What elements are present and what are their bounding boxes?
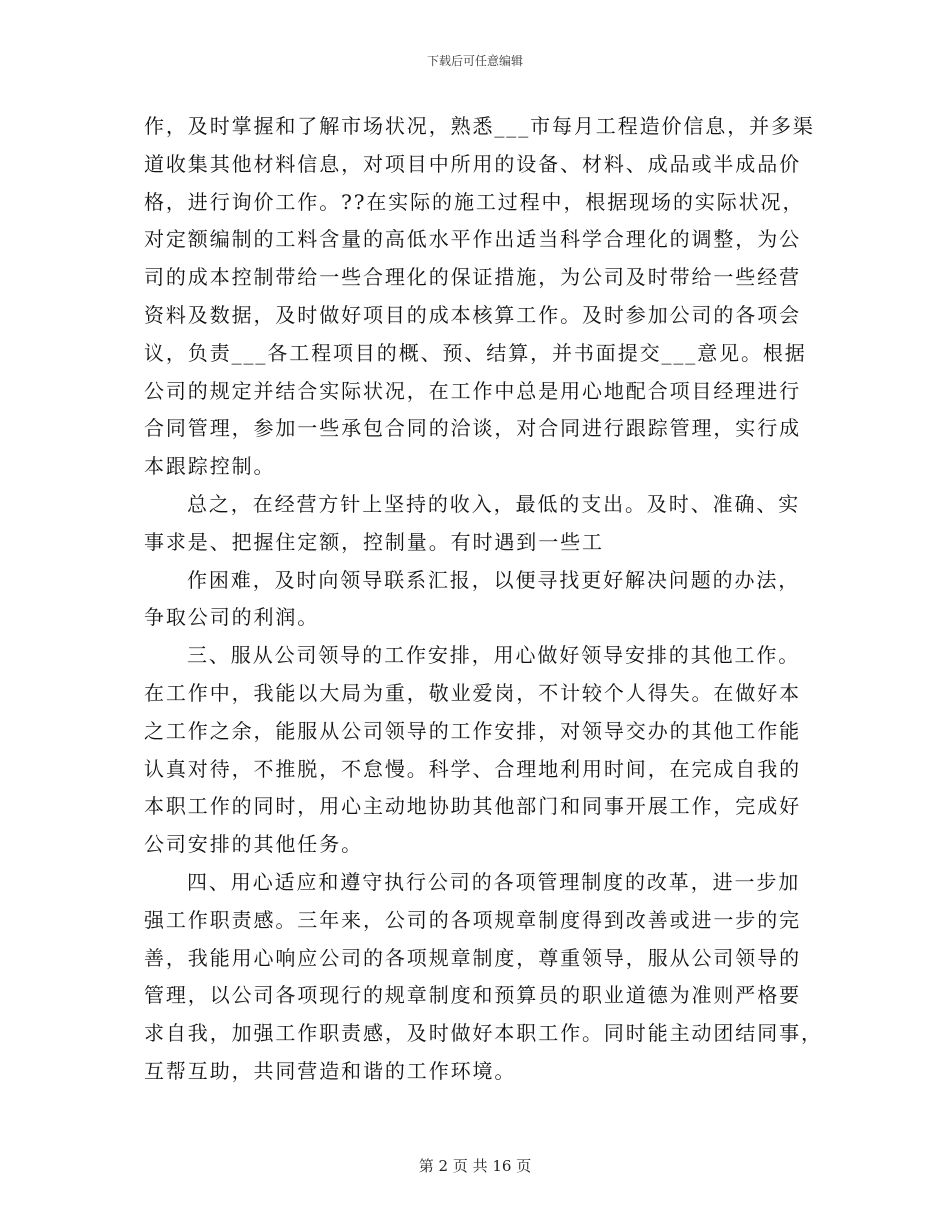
text-line: 资料及数据，及时做好项目的成本核算工作。及时参加公司的各项会 bbox=[144, 302, 801, 327]
text-line: 善，我能用心响应公司的各项规章制度，尊重领导，服从公司领导的 bbox=[144, 945, 801, 970]
text-line: 格，进行询价工作。??在实际的施工过程中，根据现场的实际状况， bbox=[144, 189, 805, 214]
paragraph bbox=[144, 637, 810, 864]
text-line: 对定额编制的工料含量的高低水平作出适当科学合理化的调整，为公 bbox=[144, 227, 801, 252]
text-line: 之工作之余，能服从公司领导的工作安排，对领导交办的其他工作能 bbox=[144, 718, 801, 743]
text-line: 议，负责___各工程项目的概、预、结算，并书面提交___意见。根据 bbox=[144, 340, 807, 365]
text-line: 公司的规定并结合实际状况，在工作中总是用心地配合项目经理进行 bbox=[144, 378, 801, 403]
text-line: 求自我，加强工作职责感，及时做好本职工作。同时能主动团结同事， bbox=[144, 1021, 823, 1046]
text-line: 司的成本控制带给一些合理化的保证措施，为公司及时带给一些经营 bbox=[144, 265, 801, 290]
text-line: 作困难，及时向领导联系汇报，以便寻找更好解决问题的办法， bbox=[187, 567, 801, 592]
text-line: 认真对待，不推脱，不怠慢。科学、合理地利用时间，在完成自我的 bbox=[144, 756, 801, 781]
paragraph bbox=[144, 864, 823, 1091]
text-line: 事求是、把握住定额，控制量。有时遇到一些工 bbox=[144, 529, 604, 554]
text-line: 三、服从公司领导的工作安排，用心做好领导安排的其他工作。 bbox=[187, 643, 801, 668]
text-line: 管理，以公司各项现行的规章制度和预算员的职业道德为准则严格要 bbox=[144, 983, 801, 1008]
text-line: 道收集其他材料信息，对项目中所用的设备、材料、成品或半成品价 bbox=[144, 151, 801, 176]
text-line: 本职工作的同时，用心主动地协助其他部门和同事开展工作，完成好 bbox=[144, 794, 801, 819]
text-line: 互帮互助，共同营造和谐的工作环境。 bbox=[144, 1058, 517, 1083]
paragraph bbox=[144, 108, 815, 486]
text-line: 争取公司的利润。 bbox=[144, 605, 320, 630]
page-header-note: 下载后可任意编辑 bbox=[426, 54, 523, 68]
text-line: 强工作职责感。三年来，公司的各项规章制度得到改善或进一步的完 bbox=[144, 907, 801, 932]
paragraph bbox=[144, 486, 810, 562]
text-line: 本跟踪控制。 bbox=[144, 454, 276, 479]
text-line: 公司安排的其他任务。 bbox=[144, 832, 363, 857]
document-body bbox=[144, 108, 823, 1091]
page-number: 第 2 页 共 16 页 bbox=[418, 1157, 532, 1175]
text-line: 四、用心适应和遵守执行公司的各项管理制度的改革，进一步加 bbox=[187, 869, 801, 894]
text-line: 作，及时掌握和了解市场状况，熟悉___市每月工程造价信息，并多渠 bbox=[144, 114, 815, 138]
text-line: 总之，在经营方针上坚持的收入，最低的支出。及时、准确、实 bbox=[187, 491, 801, 516]
paragraph bbox=[144, 562, 810, 638]
text-line: 在工作中，我能以大局为重，敬业爱岗，不计较个人得失。在做好本 bbox=[144, 680, 801, 705]
text-line: 合同管理，参加一些承包合同的洽谈，对合同进行跟踪管理，实行成 bbox=[144, 416, 801, 441]
